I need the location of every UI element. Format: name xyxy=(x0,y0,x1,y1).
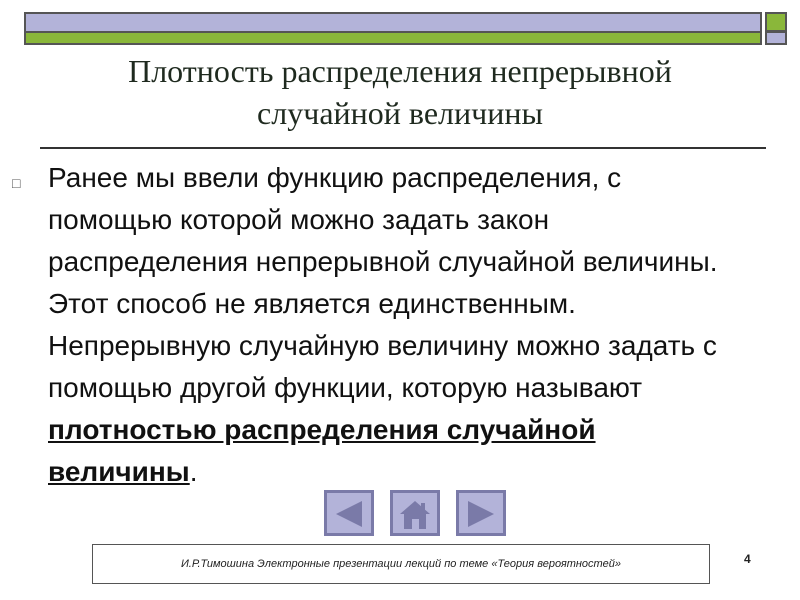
key-term: плотностью распределения случайной величины xyxy=(48,414,596,487)
home-icon xyxy=(398,499,432,531)
triangle-right-icon xyxy=(464,499,498,529)
body-text: Ранее мы ввели функцию распределения, с помощью которой можно задать закон распределения непрерывной случайной величины. Этот способ не является единственным. Непрерывную случайную величину можно задать с помощью другой функции, которую называют xyxy=(48,162,718,403)
header-bar-green xyxy=(24,31,762,45)
home-button[interactable] xyxy=(390,490,440,536)
slide-title xyxy=(40,50,760,134)
header-square-lavender xyxy=(765,31,787,45)
page-number: 4 xyxy=(744,552,751,566)
slide-title-line1: Плотность распределения непрерывной xyxy=(128,53,672,89)
footer-text: И.Р.Тимошина Электронные презентации лекций по теме «Теория вероятностей» xyxy=(180,558,622,570)
footer xyxy=(92,544,710,584)
bullet-square-icon: □ xyxy=(12,175,21,191)
next-slide-button[interactable] xyxy=(456,490,506,536)
prev-slide-button[interactable] xyxy=(324,490,374,536)
body-paragraph xyxy=(48,157,748,493)
triangle-left-icon xyxy=(332,499,366,529)
title-divider xyxy=(40,147,766,149)
body-end: . xyxy=(189,456,198,487)
header-square-green xyxy=(765,12,787,32)
slide-title-line2: случайной величины xyxy=(257,95,543,131)
